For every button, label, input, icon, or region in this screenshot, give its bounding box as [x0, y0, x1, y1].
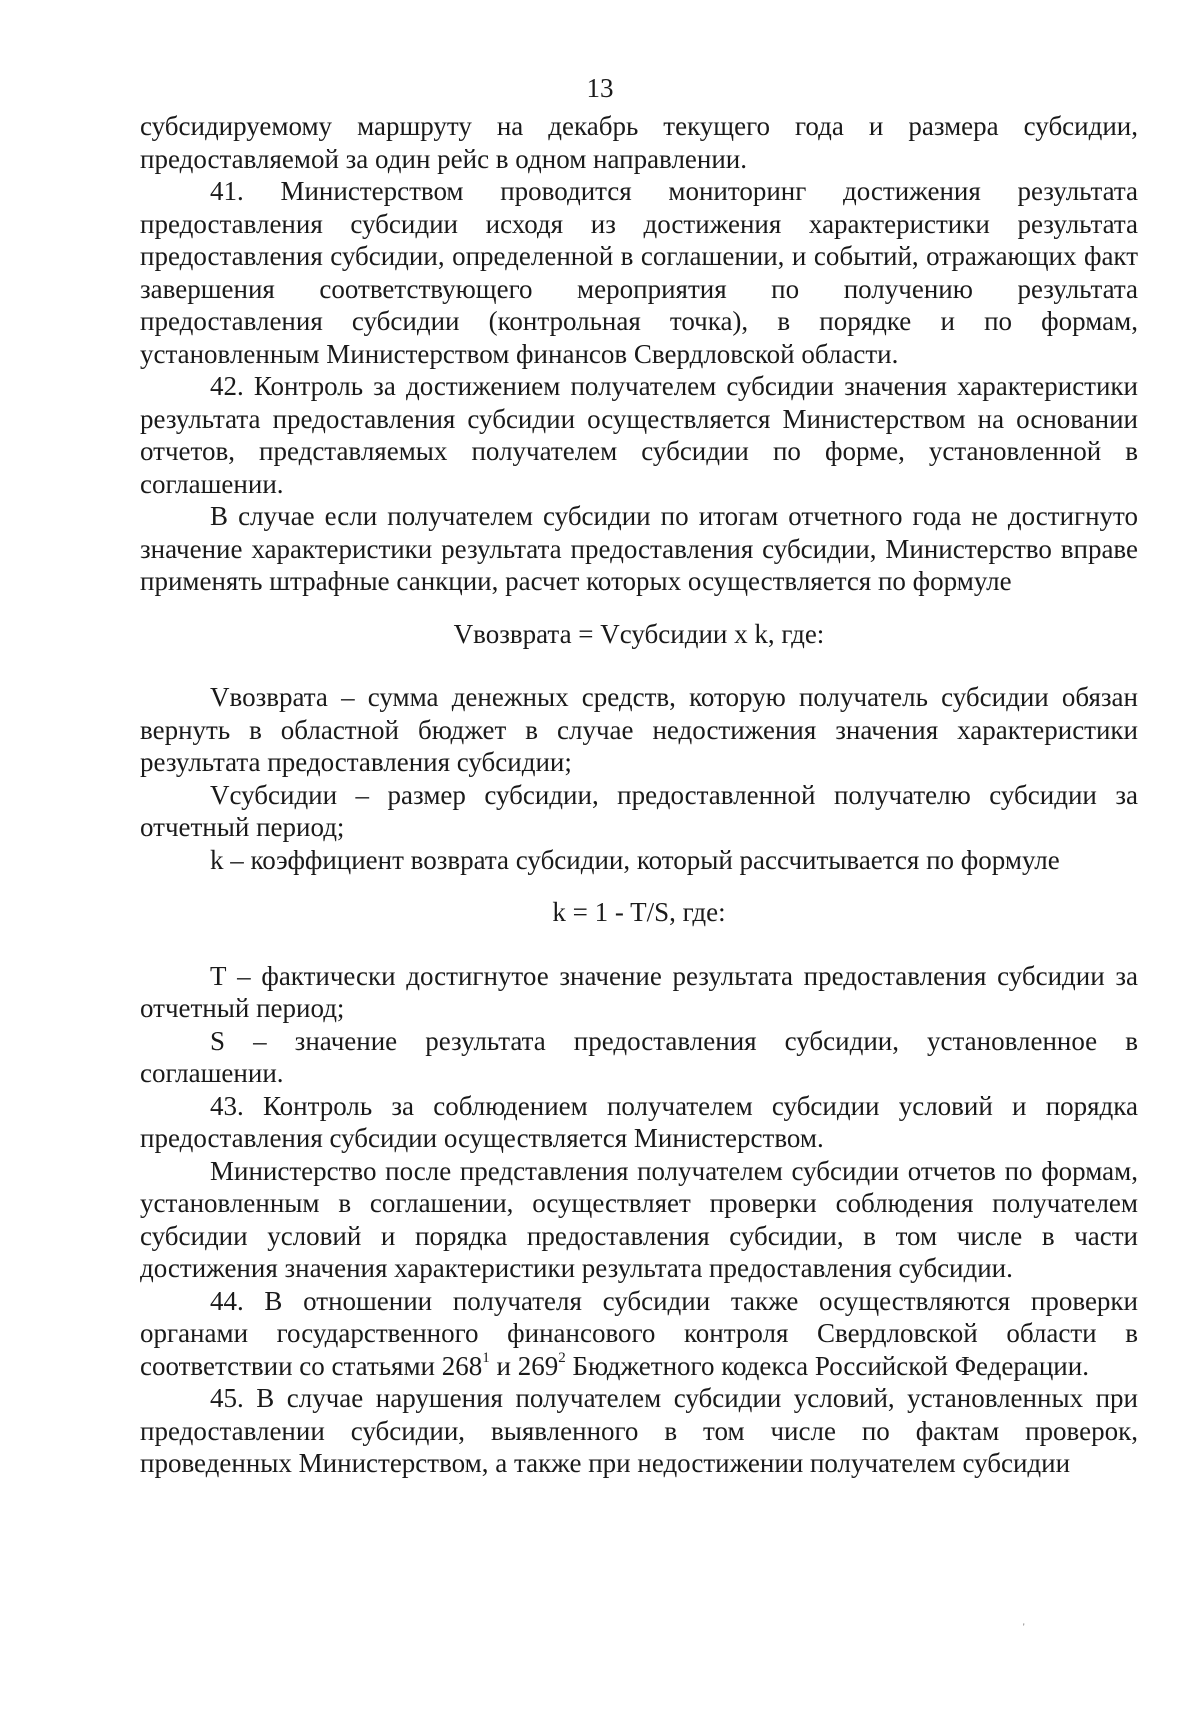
- definition-v-subsidy: Vсубсидии – размер субсидии, предоставленной получателю субсидии за отчетный период;: [140, 779, 1138, 842]
- formula-return-amount: Vвозврата = Vсубсидии x k, где:: [453, 618, 825, 649]
- footnote-superscript-1: 1: [482, 1349, 490, 1366]
- paragraph-43: 43. Контроль за соблюдением получателем субсидии условий и порядка предоставления субсидии осуществляется Министерством.: [140, 1090, 1138, 1153]
- paragraph-44: [140, 1285, 1138, 1383]
- page-number: 13: [586, 73, 614, 103]
- paragraph-42-penalty: В случае если получателем субсидии по итогам отчетного года не достигнуто значение характеристики результата предоставления субсидии, Министерство вправе применять штрафные санкции, расчет которых осуществляется по формуле: [140, 501, 1138, 596]
- definition-v-return: Vвозврата – сумма денежных средств, которую получатель субсидии обязан вернуть в областной бюджет в случае недостижения значения характеристики результата предоставления субсидии;: [140, 682, 1138, 777]
- paragraph-43-inspections: Министерство после представления получателем субсидии отчетов по формам, установленным в соглашении, осуществляет проверки соблюдения получателем субсидии условий и порядка предоставления субсидии, в том числе в части достижения значения характеристики результата предоставления субсидии.: [140, 1155, 1138, 1283]
- paragraph-44-text-2: и 269: [489, 1350, 559, 1381]
- definition-s: S – значение результата предоставления субсидии, установленное в соглашении.: [140, 1025, 1138, 1088]
- definition-k: k – коэффициент возврата субсидии, который рассчитывается по формуле: [210, 844, 1060, 875]
- formula-k-coefficient: k = 1 - T/S, где:: [552, 897, 726, 927]
- paragraph-41: 41. Министерством проводится мониторинг достижения результата предоставления субсидии исходя из достижения характеристики результата предоставления субсидии, определенной в соглашении, и событий, отражающих факт завершения соответствующего мероприятия по получению результата предоставления субсидии (контрольная точка), в порядке и по формам, установленным Министерством финансов Свердловской области.: [140, 176, 1138, 369]
- paragraph-42: 42. Контроль за достижением получателем субсидии значения характеристики результата предоставления субсидии осуществляется Министерством на основании отчетов, представляемых получателем субсидии по форме, установленной в соглашении.: [140, 371, 1138, 499]
- footnote-superscript-2: 2: [558, 1349, 566, 1366]
- paragraph-44-text-1: 44. В отношении получателя субсидии также осуществляются проверки органами государственного финансового контроля Свердловской области в соответствии со статьями 268: [140, 1285, 1138, 1381]
- paragraph-continuation: субсидируемому маршруту на декабрь текущего года и размера субсидии, предоставляемой за один рейс в одном направлении.: [140, 111, 1138, 174]
- document-body: [140, 110, 1138, 1480]
- definition-t: Т – фактически достигнутое значение результата предоставления субсидии за отчетный период;: [140, 960, 1138, 1023]
- paragraph-44-text-3: Бюджетного кодекса Российской Федерации.: [565, 1350, 1089, 1381]
- scan-corner-mark: ': [1023, 1622, 1025, 1632]
- paragraph-45: 45. В случае нарушения получателем субсидии условий, установленных при предоставлении субсидии, выявленного в том числе по фактам проверок, проведенных Министерством, а также при недостижении получателем субсидии: [140, 1383, 1138, 1478]
